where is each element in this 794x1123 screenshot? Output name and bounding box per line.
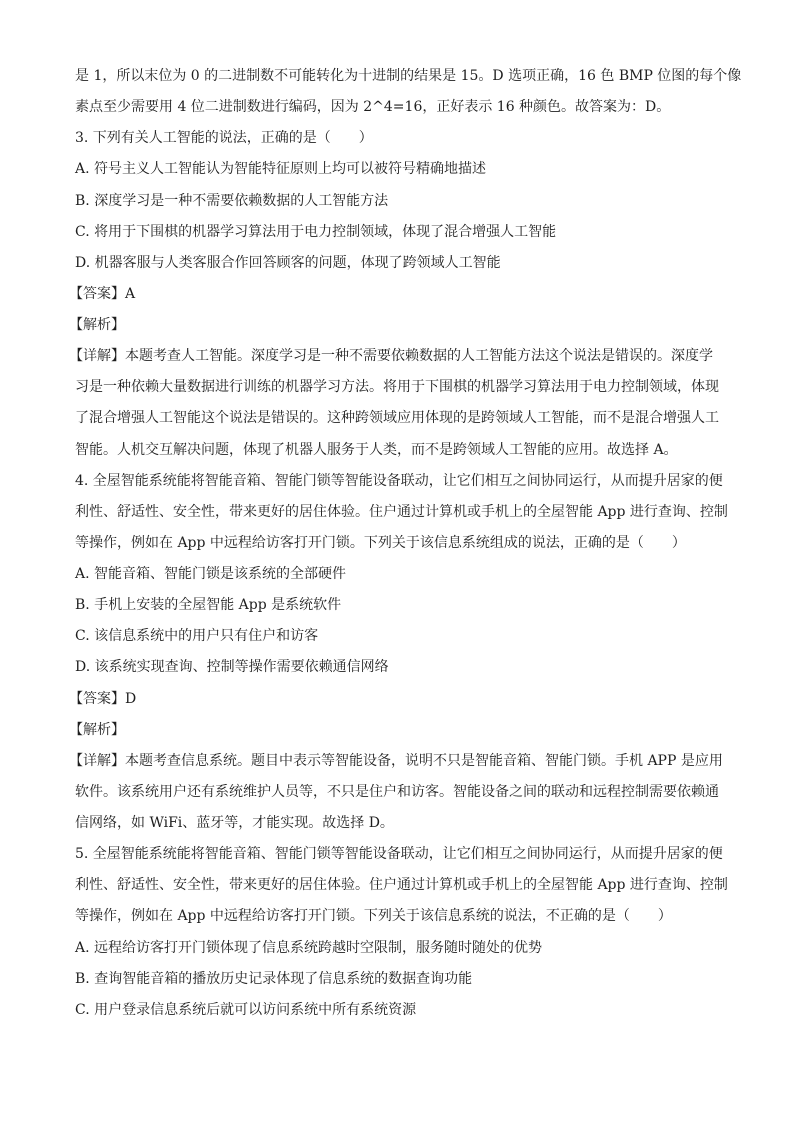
option-a: A. 智能音箱、智能门锁是该系统的全部硬件: [75, 566, 347, 582]
question-stem: 3. 下列有关人工智能的说法，正确的是（ ）: [75, 130, 373, 147]
explanation-line: 【详解】本题考查人工智能。深度学习是一种不需要依赖数据的人工智能方法这个说法是错误的。深度学: [69, 348, 713, 365]
explanation-line: 素点至少需要用 4 位二进制数进行编码，因为 2^4=16，正好表示 16 种颜色。故答案为：D。: [75, 99, 671, 116]
question-stem: 等操作，例如在 App 中远程给访客打开门锁。下列关于该信息系统的说法，不正确的是（ ）: [75, 908, 672, 925]
explanation-line: 习是一种依赖大量数据进行训练的机器学习方法。将用于下围棋的机器学习算法用于电力控制领域，体现: [75, 379, 719, 396]
question-stem: 4. 全屋智能系统能将智能音箱、智能门锁等智能设备联动，让它们相互之间协同运行，从而提升居家的便: [75, 472, 723, 489]
option-c: C. 用户登录信息系统后就可以访问系统中所有系统资源: [75, 1001, 417, 1018]
explanation-line: 【详解】本题考查信息系统。题目中表示等智能设备，说明不只是智能音箱、智能门锁。手机 APP 是应用: [69, 752, 723, 769]
option-a: A. 符号主义人工智能认为智能特征原则上均可以被符号精确地描述: [75, 161, 487, 178]
question-stem: 利性、舒适性、安全性，带来更好的居住体验。住户通过计算机或手机上的全屋智能 App 进行查询、控制: [75, 503, 728, 520]
option-c: C. 该信息系统中的用户只有住户和访客: [75, 628, 319, 645]
explanation-line: 是 1，所以末位为 0 的二进制数不可能转化为十进制的结果是 15。D 选项正确，16 色 BMP 位图的每个像: [75, 68, 742, 84]
option-b: B. 查询智能音箱的播放历史记录体现了信息系统的数据查询功能: [75, 970, 473, 987]
option-d: D. 该系统实现查询、控制等操作需要依赖通信网络: [75, 659, 389, 676]
explanation-line: 智能。人机交互解决问题，体现了机器人服务于人类，而不是跨领域人工智能的应用。故选择 A。: [75, 441, 678, 458]
option-c: C. 将用于下围棋的机器学习算法用于电力控制领域，体现了混合增强人工智能: [75, 223, 557, 240]
answer-label: 【答案】A: [69, 285, 136, 302]
question-stem: 等操作，例如在 App 中远程给访客打开门锁。下列关于该信息系统组成的说法，正确的是（ ）: [75, 534, 686, 551]
explanation-line: 了混合增强人工智能这个说法是错误的。这种跨领域应用体现的是跨领域人工智能，而不是混合增强人工: [75, 410, 719, 427]
question-stem: 利性、舒适性、安全性，带来更好的居住体验。住户通过计算机或手机上的全屋智能 App 进行查询、控制: [75, 877, 728, 894]
option-d: D. 机器客服与人类客服合作回答顾客的问题，体现了跨领域人工智能: [75, 254, 501, 271]
option-b: B. 手机上安装的全屋智能 App 是系统软件: [75, 597, 342, 614]
option-b: B. 深度学习是一种不需要依赖数据的人工智能方法: [75, 192, 389, 209]
answer-label: 【答案】D: [69, 690, 137, 707]
explanation-line: 信网络，如 WiFi、蓝牙等，才能实现。故选择 D。: [75, 815, 394, 831]
question-stem: 5. 全屋智能系统能将智能音箱、智能门锁等智能设备联动，让它们相互之间协同运行，从而提升居家的便: [75, 846, 723, 863]
document-page: [69, 61, 742, 1026]
analysis-label: 【解析】: [69, 721, 125, 738]
option-a: A. 远程给访客打开门锁体现了信息系统跨越时空限制，服务随时随处的优势: [75, 939, 543, 956]
analysis-label: 【解析】: [69, 317, 125, 333]
explanation-line: 软件。该系统用户还有系统维护人员等，不只是住户和访客。智能设备之间的联动和远程控制需要依赖通: [75, 783, 719, 800]
